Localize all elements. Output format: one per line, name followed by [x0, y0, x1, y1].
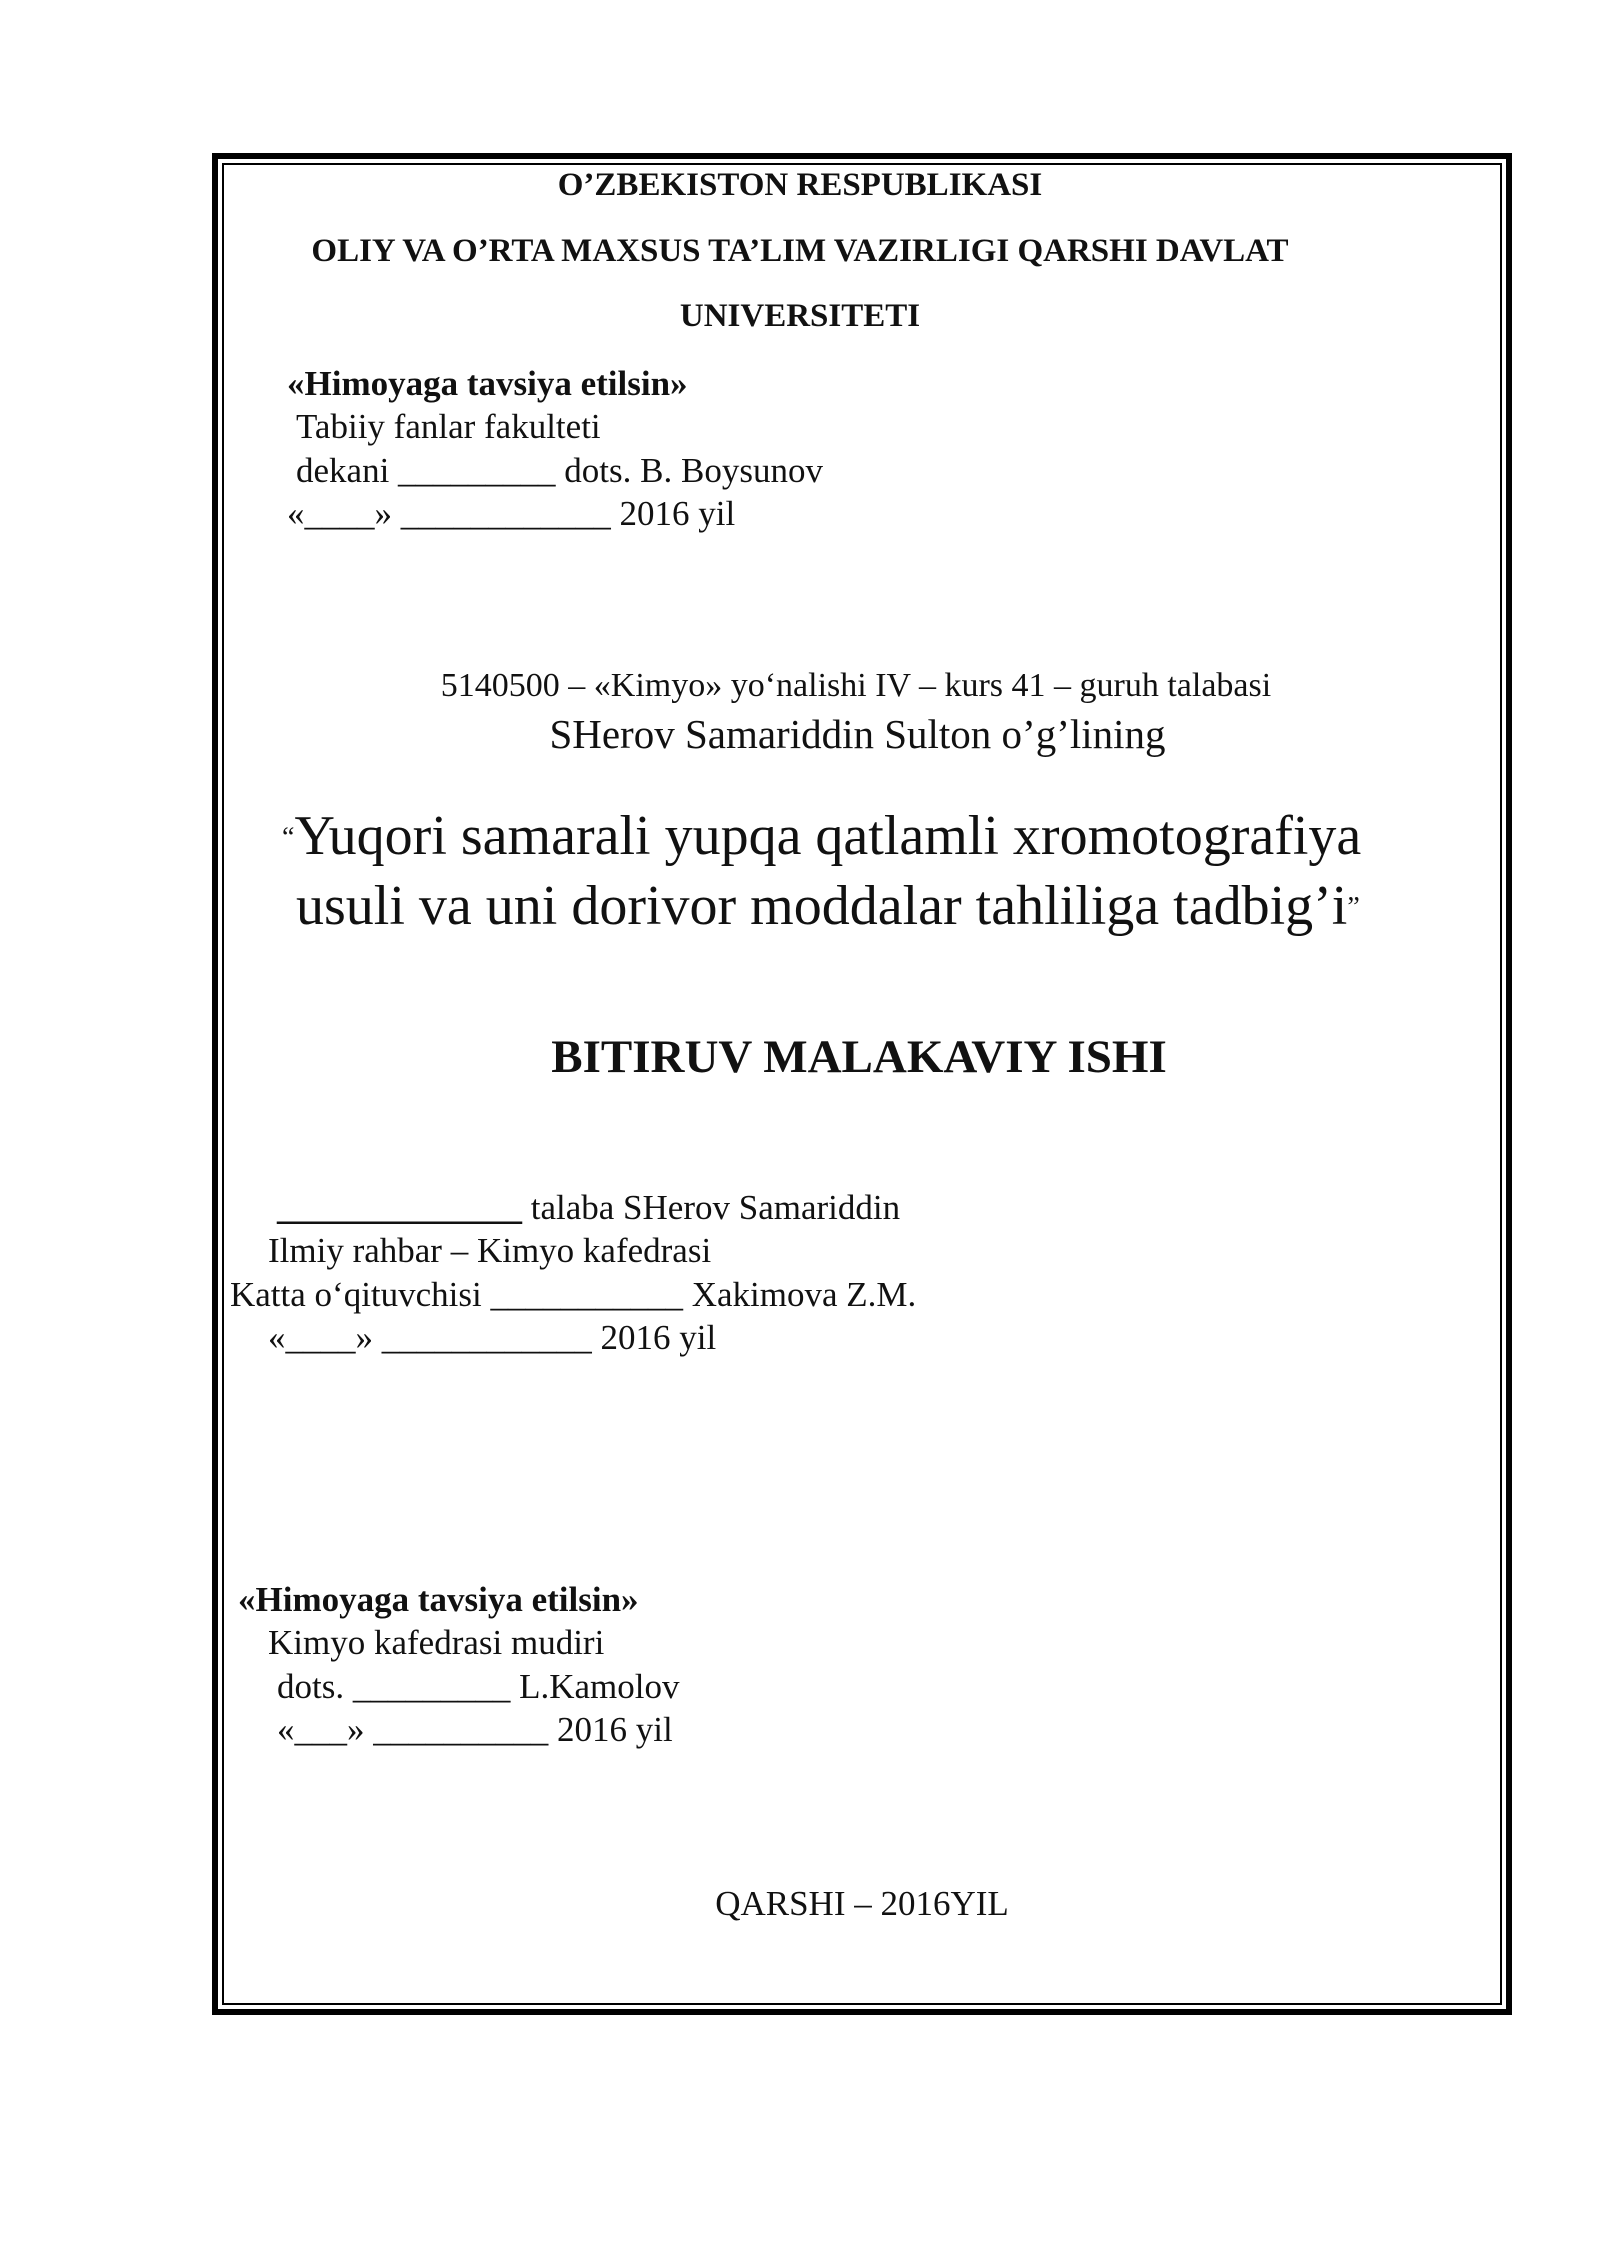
- thesis-title-line1: [282, 802, 1361, 872]
- footer-city-year: QARSHI – 2016YIL: [715, 1884, 1009, 1923]
- thesis-title-line2: [296, 872, 1360, 942]
- supervisor-signature: Katta o‘qituvchisi ___________ Xakimova Z.M.: [230, 1275, 917, 1314]
- chair-approval-department: Kimyo kafedrasi mudiri: [268, 1623, 605, 1662]
- supervisor-date: «____» ____________ 2016 yil: [268, 1318, 717, 1357]
- student-signature-blank: ______________: [277, 1188, 522, 1227]
- thesis-title-text1: Yuqori samarali yupqa qatlamli xromotografiya: [294, 805, 1362, 867]
- dean-approval-signature: dekani _________ dots. B. Boysunov: [296, 451, 823, 490]
- header-ministry: OLIY VA O’RTA MAXSUS TA’LIM VAZIRLIGI QARSHI DAVLAT: [311, 233, 1289, 269]
- chair-approval-heading: «Himoyaga tavsiya etilsin»: [238, 1580, 639, 1619]
- chair-approval-date: «___» __________ 2016 yil: [277, 1710, 673, 1749]
- work-type-title: BITIRUV MALAKAVIY ISHI: [551, 1031, 1167, 1083]
- thesis-quote-open: “: [282, 822, 295, 853]
- thesis-quote-close: ”: [1347, 892, 1360, 923]
- dean-approval-date: «____» ____________ 2016 yil: [287, 494, 736, 533]
- dean-approval-heading: «Himoyaga tavsiya etilsin»: [287, 364, 688, 403]
- header-republic: O’ZBEKISTON RESPUBLIKASI: [557, 167, 1043, 203]
- student-signature-line: [277, 1186, 900, 1230]
- student-group-line: 5140500 – «Kimyo» yo‘nalishi IV – kurs 41 – guruh talabasi: [440, 667, 1272, 704]
- chair-approval-signature: dots. _________ L.Kamolov: [277, 1667, 680, 1706]
- supervisor-department: Ilmiy rahbar – Kimyo kafedrasi: [268, 1231, 712, 1270]
- header-university: UNIVERSITETI: [679, 298, 921, 334]
- dean-approval-faculty: Tabiiy fanlar fakulteti: [296, 407, 601, 446]
- thesis-title-text2: usuli va uni dorivor moddalar tahliliga tadbig’i: [296, 875, 1348, 937]
- student-name-line: SHerov Samariddin Sulton o’g’lining: [549, 711, 1166, 757]
- student-signature-text: talaba SHerov Samariddin: [522, 1188, 901, 1227]
